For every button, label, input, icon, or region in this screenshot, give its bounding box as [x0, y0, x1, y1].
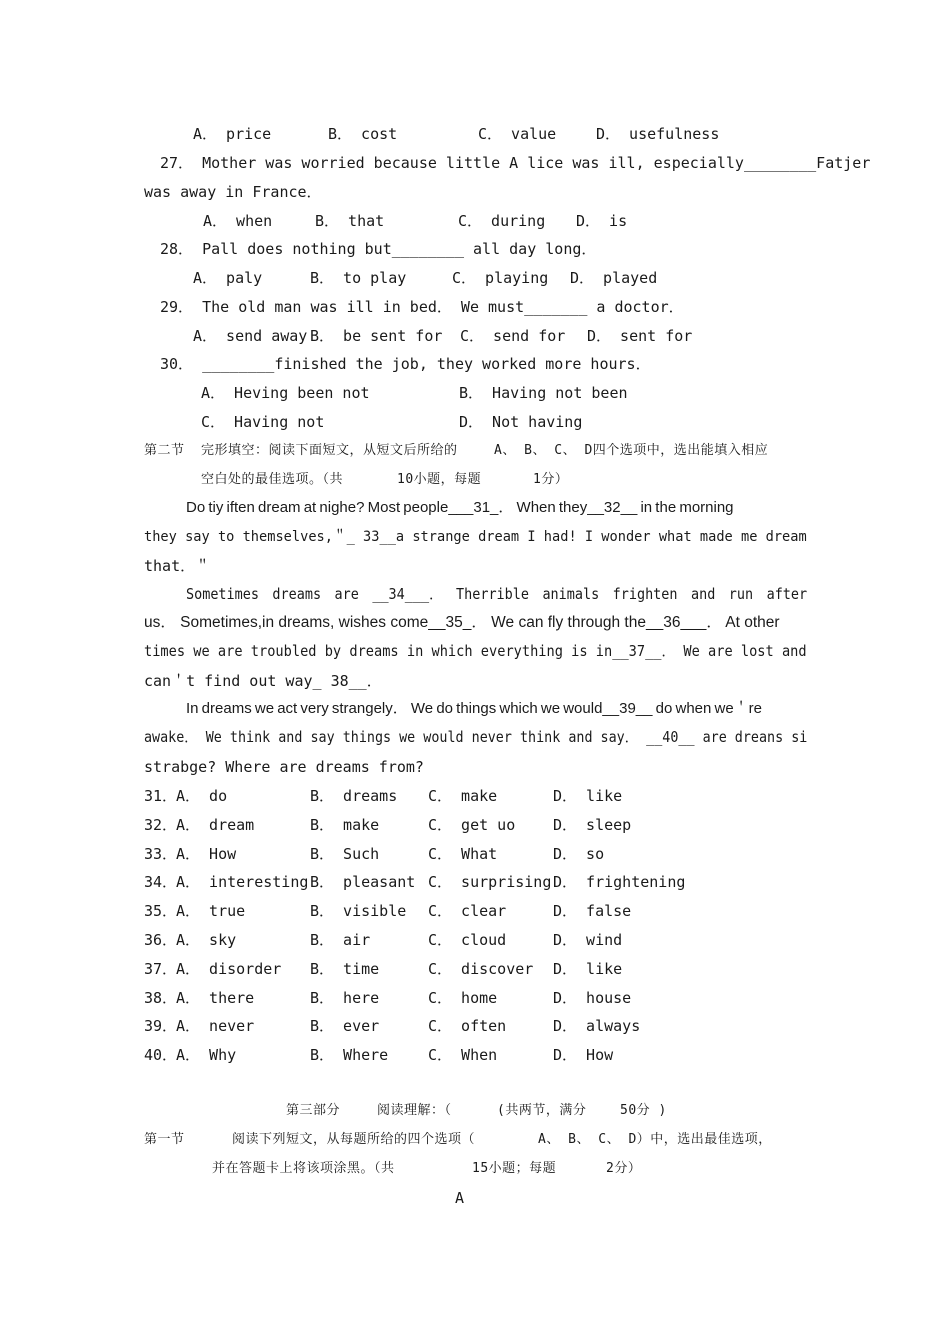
choice-option-c: C． clear: [428, 902, 507, 920]
passage-line-5: us． Sometimes,in dreams, wishes come__35_． We can fly through the__36___． At other: [144, 614, 780, 631]
passage-label: A: [455, 1189, 465, 1207]
q28-option-a: A． paly: [193, 269, 263, 287]
q27-option-a: A． when: [203, 212, 273, 230]
choice-option-b: B． make: [310, 816, 380, 834]
choice-number: 38．: [144, 989, 178, 1007]
choice-number: 32．: [144, 816, 178, 834]
passage-line-9: awake． We think and say things we would never think and say． __40__ are dreans si: [144, 729, 808, 746]
choice-option-a: A． true: [176, 902, 246, 920]
q30-option-b: B． Having not been: [459, 384, 628, 402]
choice-number: 34．: [144, 873, 178, 891]
section1-label: 第一节: [144, 1132, 185, 1147]
choice-option-a: A． Why: [176, 1046, 237, 1064]
choice-option-a: A． sky: [176, 931, 237, 949]
choice-option-d: D． like: [553, 787, 623, 805]
choice-option-a: A． disorder: [176, 960, 282, 978]
choice-option-d: D． How: [553, 1046, 614, 1064]
choice-option-c: C． When: [428, 1046, 498, 1064]
passage-line-4: Sometimes dreams are __34___． Therrible animals frighten and run after: [186, 585, 808, 603]
q27-stem-continued: was away in France．: [144, 183, 322, 201]
part3-name: 阅读理解：（: [377, 1103, 452, 1118]
section2-instruction: 完形填空：阅读下面短文，从短文后所给的: [201, 443, 458, 458]
section2-count: 10小题，每题: [397, 472, 482, 487]
q28-stem: 28． Pall does nothing but________ all day long．: [160, 240, 597, 258]
choice-option-c: C． surprising: [428, 873, 552, 891]
section1-choices: A、 B、 C、 D）中，选出最佳选项，: [538, 1132, 772, 1147]
choice-option-b: B． dreams: [310, 787, 398, 805]
choice-option-d: D． so: [553, 845, 605, 863]
section2-instruction-2: 空白处的最佳选项。（共: [201, 472, 344, 487]
q30-stem: 30． ________finished the job, they worked more hours．: [160, 355, 651, 373]
choice-option-c: C． What: [428, 845, 498, 863]
choice-number: 40．: [144, 1046, 178, 1064]
q27-option-c: C． during: [458, 212, 546, 230]
section2-label: 第二节: [144, 443, 185, 458]
choice-number: 31．: [144, 787, 178, 805]
passage-line-6: times we are troubled by dreams in which everything is in__37__． We are lost and: [144, 643, 807, 660]
q26-option-b: B． cost: [328, 125, 398, 143]
q29-stem: 29． The old man was ill in bed． We must_______ a doctor．: [160, 298, 684, 316]
choice-option-d: D． wind: [553, 931, 623, 949]
choice-option-b: B． ever: [310, 1017, 380, 1035]
section2-score: 1分）: [533, 472, 569, 487]
choice-option-d: D． house: [553, 989, 632, 1007]
section1-count: 15小题；每题: [472, 1161, 557, 1176]
passage-line-3: that．＂: [144, 557, 211, 575]
section2-choices: A、 B、 C、 D四个选项中，选出能填入相应: [494, 443, 769, 458]
q26-option-a: A． price: [193, 125, 272, 143]
passage-line-8: In dreams we act very strangely． We do things which we would__39__ do when we＇re: [186, 700, 763, 717]
section1-instruction: 阅读下列短文，从每题所给的四个选项（: [232, 1132, 476, 1147]
passage-line-10: strabge? Where are dreams from?: [144, 758, 424, 776]
choice-option-b: B． here: [310, 989, 380, 1007]
q29-option-c: C． send for: [460, 327, 566, 345]
choice-number: 36．: [144, 931, 178, 949]
choice-option-a: A． never: [176, 1017, 255, 1035]
q27-stem: 27． Mother was worried because little A lice was ill, especially________Fatjer: [160, 154, 871, 172]
choice-option-c: C． make: [428, 787, 498, 805]
q29-option-b: B． be sent for: [310, 327, 443, 345]
part3-score: 50分 ): [620, 1103, 667, 1118]
part3-label: 第三部分: [286, 1103, 341, 1118]
q30-option-d: D． Not having: [459, 413, 583, 431]
q28-option-c: C． playing: [452, 269, 549, 287]
choice-option-a: A． How: [176, 845, 237, 863]
choice-number: 39．: [144, 1017, 178, 1035]
choice-option-a: A． dream: [176, 816, 255, 834]
choice-option-b: B． pleasant: [310, 873, 416, 891]
choice-option-c: C． home: [428, 989, 498, 1007]
passage-line-2: they say to themselves,＂_ 33__a strange dream I had! I wonder what made me dream: [144, 528, 807, 545]
q29-option-a: A． send away: [193, 327, 308, 345]
choice-option-d: D． sleep: [553, 816, 632, 834]
choice-option-a: A． do: [176, 787, 228, 805]
part3-total: (共两节，满分: [497, 1103, 587, 1118]
choice-option-d: D． frightening: [553, 873, 686, 891]
choice-option-b: B． Where: [310, 1046, 389, 1064]
choice-option-d: D． always: [553, 1017, 641, 1035]
choice-option-b: B． Such: [310, 845, 380, 863]
section1-instruction-2: 并在答题卡上将该项涂黑。（共: [212, 1161, 395, 1176]
q29-option-d: D． sent for: [587, 327, 693, 345]
q27-option-d: D． is: [576, 212, 628, 230]
choice-option-d: D． like: [553, 960, 623, 978]
section1-score: 2分）: [606, 1161, 642, 1176]
passage-line-7: can＇t find out way_ 38__．: [144, 672, 382, 690]
q28-option-d: D． played: [570, 269, 658, 287]
choice-number: 35．: [144, 902, 178, 920]
choice-option-c: C． cloud: [428, 931, 507, 949]
choice-option-a: A． interesting: [176, 873, 309, 891]
q30-option-a: A． Heving been not: [201, 384, 370, 402]
choice-option-c: C． often: [428, 1017, 507, 1035]
q26-option-d: D． usefulness: [596, 125, 720, 143]
choice-option-b: B． time: [310, 960, 380, 978]
choice-option-d: D． false: [553, 902, 632, 920]
q27-option-b: B． that: [315, 212, 385, 230]
q28-option-b: B． to play: [310, 269, 407, 287]
choice-number: 37．: [144, 960, 178, 978]
choice-option-c: C． get uo: [428, 816, 516, 834]
choice-option-a: A． there: [176, 989, 255, 1007]
choice-number: 33．: [144, 845, 178, 863]
q26-option-c: C． value: [478, 125, 557, 143]
choice-option-b: B． visible: [310, 902, 407, 920]
choice-option-b: B． air: [310, 931, 371, 949]
passage-line-1: Do tiy iften dream at nighe? Most people___31_． When they__32__ in the morning: [186, 499, 734, 516]
q30-option-c: C． Having not: [201, 413, 325, 431]
choice-option-c: C． discover: [428, 960, 534, 978]
